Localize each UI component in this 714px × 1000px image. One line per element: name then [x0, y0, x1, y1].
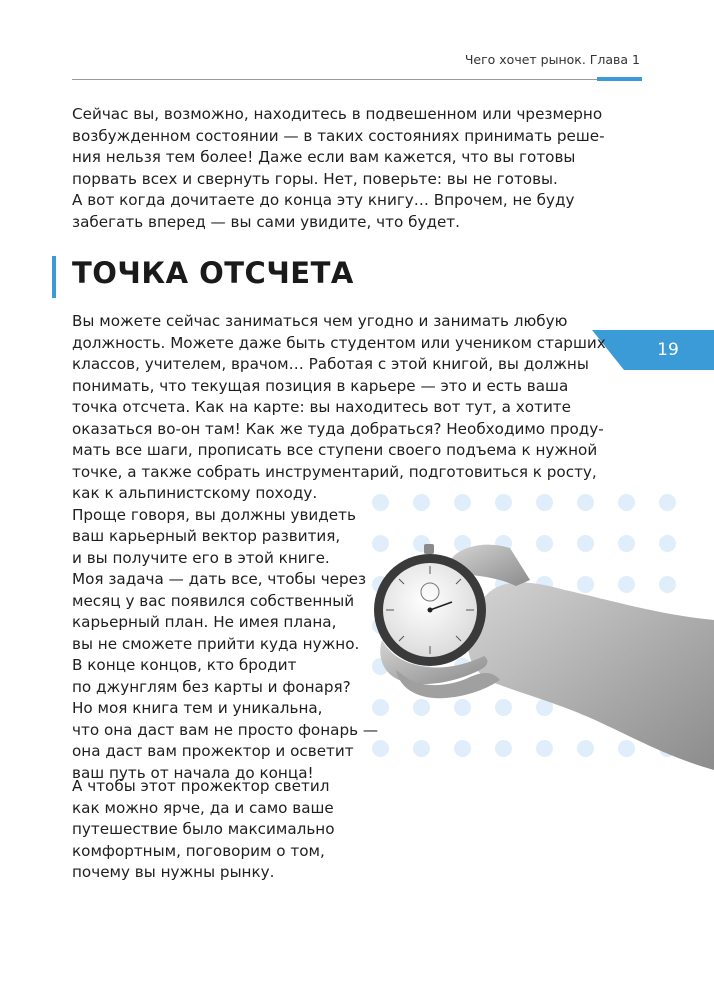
text-line: комфортным, поговорим о том,	[72, 841, 325, 860]
text-line: порвать всех и свернуть горы. Нет, поверьте: вы не готовы.	[72, 169, 558, 188]
page-number: 19	[657, 340, 679, 360]
text-line: точке, а также собрать инструментарий, подготовиться к росту,	[72, 462, 597, 481]
text-line: как можно ярче, да и само ваше	[72, 798, 334, 817]
pattern-dot	[618, 494, 635, 511]
heading-accent-bar	[52, 256, 56, 298]
text-line: она даст вам прожектор и осветит	[72, 742, 354, 760]
text-line: путешествие было максимально	[72, 820, 335, 838]
text-line: вы не сможете прийти куда нужно.	[72, 634, 360, 653]
text-line: ваш карьерный вектор развития,	[72, 527, 341, 545]
text-line: В конце концов, кто бродит	[72, 656, 297, 674]
text-line: должность. Можете даже быть студентом или учеником старших	[72, 333, 606, 352]
header-rule	[72, 79, 642, 80]
intro-paragraph	[72, 104, 605, 233]
text-line: по джунглям без карты и фонаря?	[72, 677, 351, 696]
text-line: Проще говоря, вы должны увидеть	[72, 505, 356, 524]
text-line: понимать, что текущая позиция в карьере — это и есть ваша	[72, 376, 569, 395]
text-line: что она даст вам не просто фонарь —	[72, 720, 379, 739]
text-line: А чтобы этот прожектор светил	[72, 777, 330, 795]
running-head: Чего хочет рынок. Глава 1	[464, 52, 640, 67]
text-line: точка отсчета. Как на карте: вы находитесь вот тут, а хотите	[72, 398, 571, 416]
text-line: мать все шаги, прописать все ступени своего подъема к нужной	[72, 441, 598, 459]
pattern-dot	[659, 494, 676, 511]
text-line: оказаться во-он там! Как же туда добраться? Необходимо проду-	[72, 419, 604, 438]
text-line: Но моя книга тем и уникальна,	[72, 699, 323, 717]
text-line: ния нельзя тем более! Даже если вам кажется, что вы готовы	[72, 148, 576, 166]
header-accent-bar	[597, 77, 642, 81]
text-line: месяц у вас появился собственный	[72, 591, 355, 610]
text-line: как к альпинистскому походу.	[72, 484, 318, 502]
text-line: карьерный план. Не имея плана,	[72, 613, 337, 631]
text-line: классов, учителем, врачом… Работая с этой книгой, вы должны	[72, 355, 589, 373]
text-line: Моя задача — дать все, чтобы через	[72, 570, 367, 588]
text-line: Вы можете сейчас заниматься чем угодно и занимать любую	[72, 312, 568, 330]
text-line: забегать вперед — вы сами увидите, что будет.	[72, 212, 460, 231]
text-line: Сейчас вы, возможно, находитесь в подвешенном или чрезмерно	[72, 105, 603, 123]
text-line: А вот когда дочитаете до конца эту книгу… Впрочем, не буду	[72, 191, 575, 209]
section-paragraph-1	[72, 311, 606, 784]
section-heading: ТОЧКА ОТСЧЕТА	[72, 256, 354, 290]
text-line: почему вы нужны рынку.	[72, 863, 275, 881]
text-line: и вы получите его в этой книге.	[72, 548, 330, 567]
text-line: возбужденном состоянии — в таких состояниях принимать реше-	[72, 126, 605, 145]
text-line: ваш путь от начала до конца!	[72, 763, 314, 782]
section-paragraph-2	[72, 776, 335, 884]
